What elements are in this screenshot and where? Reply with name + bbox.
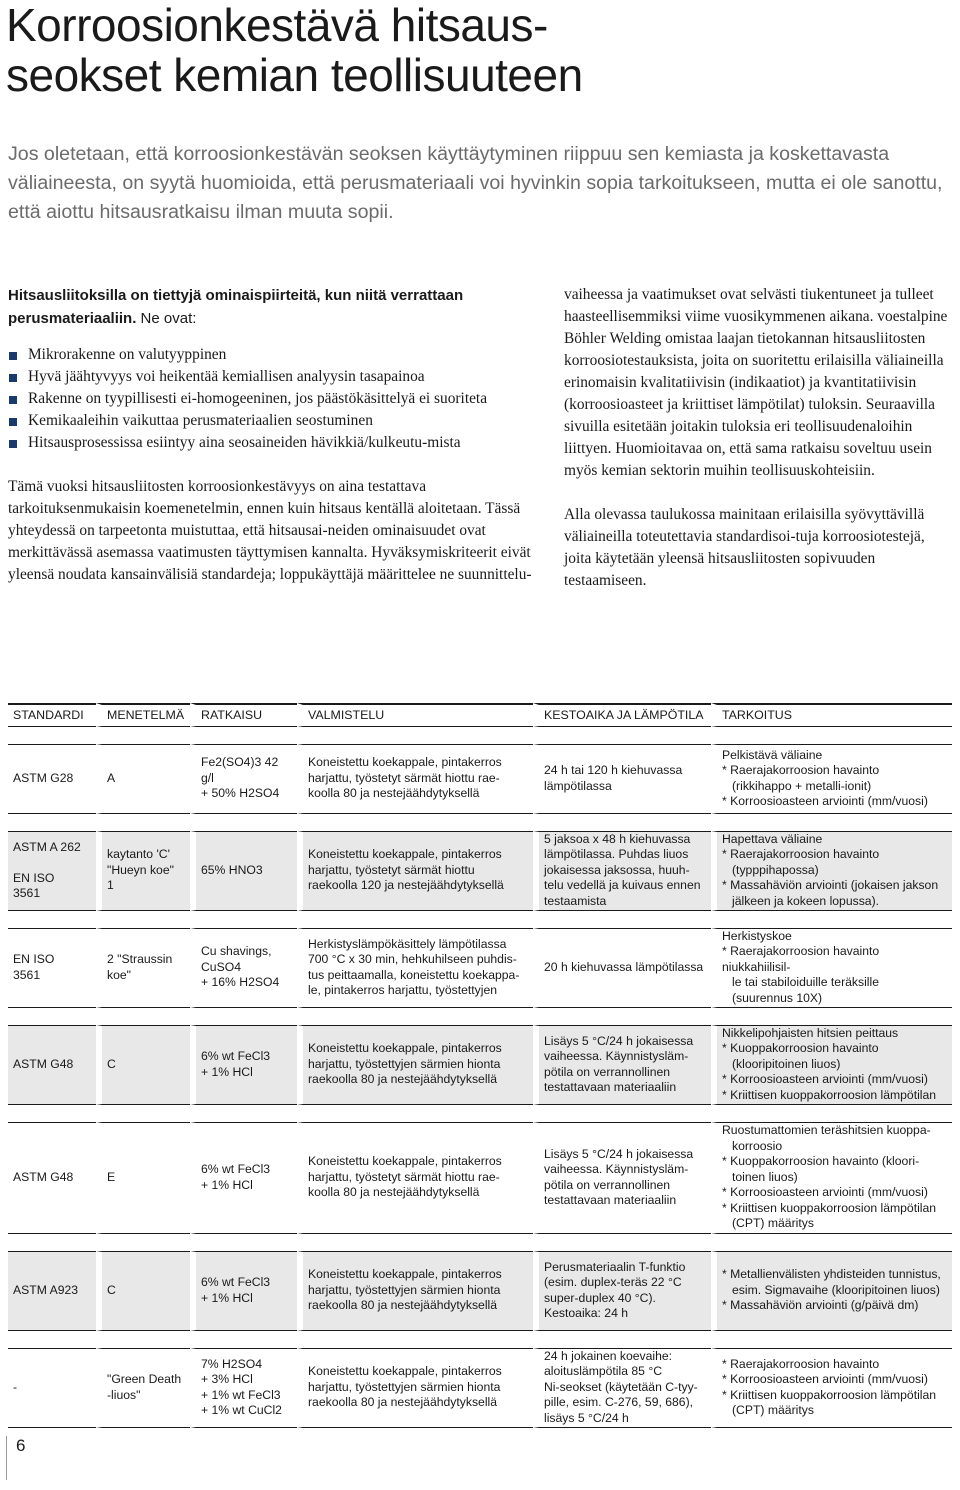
- cell-method: [96, 1348, 190, 1428]
- cell-lines: [722, 1123, 948, 1232]
- cell-method: [96, 1251, 190, 1331]
- spacer-cell: [711, 1008, 952, 1025]
- cell-lines: [201, 1357, 293, 1419]
- right-column: [564, 284, 954, 592]
- cell-line: (suurennus 10X): [732, 990, 823, 1005]
- cell-line: harjattu, työstetyt särmät hiottu: [308, 862, 475, 877]
- title-line-1: Korroosionkestävä hitsaus-: [6, 0, 548, 51]
- cell-lines: [107, 1057, 186, 1073]
- cell-lines: [308, 755, 529, 802]
- cell-solution: [190, 1251, 297, 1331]
- cell-line: 6% wt FeCl3: [201, 1162, 271, 1176]
- cell-line: testattavaan materiaaliin: [544, 1080, 677, 1094]
- bullet-item: Kemikaaleihin vaikuttaa perusmateriaalien seostuminen: [8, 410, 533, 432]
- cell-solution: [190, 744, 297, 814]
- cell-line: le tai stabiloiduille teräksille: [732, 975, 879, 990]
- left-column: [8, 284, 533, 586]
- cell-lines: [201, 1049, 293, 1080]
- cell-preparation: [297, 744, 533, 814]
- bullet-list: [8, 344, 533, 454]
- row-spacer: [8, 1105, 952, 1122]
- cell-line: * Korroosioasteen arviointi (mm/vuosi): [722, 1372, 928, 1386]
- cell-method: [96, 744, 190, 814]
- spacer-cell: [297, 727, 533, 744]
- cell-line: (CPT) määritys: [732, 1403, 814, 1417]
- cell-line: 3561: [13, 967, 41, 982]
- cell-line: * Korroosioasteen arviointi (mm/vuosi): [722, 794, 928, 808]
- cell-line: Koneistettu koekappale, pintakerros: [308, 847, 502, 862]
- cell-line: Lisäys 5 °C/24 h jokaisessa: [544, 1146, 694, 1161]
- spacer-cell: [8, 727, 96, 744]
- cell-line: C: [107, 1056, 116, 1071]
- cell-line: * Massahäviön arviointi (jokaisen jakson: [722, 878, 939, 893]
- lead-bold-text: Hitsausliitoksilla on tiettyjä ominaispiirteitä, kun niitä verrattaan perusmateriaaliin.: [8, 287, 464, 327]
- cell-lines: [201, 1162, 293, 1193]
- spacer-cell: [533, 727, 711, 744]
- title-line-2: seokset kemian teollisuuteen: [6, 49, 583, 101]
- cell-method: [96, 831, 190, 911]
- cell-line: vaiheessa. Käynnistysläm-: [544, 1049, 689, 1063]
- cell-lines: [201, 1275, 293, 1306]
- cell-line: "Hueyn koe": [107, 862, 174, 877]
- spacer-cell: [297, 1008, 533, 1025]
- cell-line: 2 "Straussin: [107, 952, 173, 966]
- cell-line: koolla 80 ja nestejäähdytyksellä: [308, 786, 480, 801]
- spacer-cell: [190, 814, 297, 831]
- cell-line: 6% wt FeCl3: [201, 1275, 271, 1289]
- cell-line: vaiheessa. Käynnistysläm-: [544, 1162, 689, 1176]
- cell-line: Kestoaika: 24 h: [544, 1306, 629, 1320]
- row-spacer: [8, 1331, 952, 1348]
- table-header-row: [8, 703, 952, 727]
- cell-line: ASTM A 262: [13, 839, 81, 854]
- row-spacer: [8, 727, 952, 744]
- cell-line: Koneistettu koekappale, pintakerros: [308, 755, 502, 770]
- cell-line: (typppihapossa): [732, 862, 819, 877]
- cell-standard: [8, 744, 96, 814]
- cell-line: EN ISO: [13, 952, 55, 966]
- cell-standard: [8, 1122, 96, 1234]
- cell-line: telu vedellä ja kuivaus ennen: [544, 878, 701, 893]
- cell-standard: [8, 1025, 96, 1105]
- right-paragraph-1: vaiheessa ja vaatimukset ovat selvästi tiukentuneet ja tulleet haasteellisemmiksi viime vuosikymmenen aikana. voestalpine Böhler Welding omistaa laajan tietokannan hitsausliitosten korroosiotestauksista, joita on suoritettu erilaisilla väliaineilla erinomaisin kvalitatiivisin (indikaatiot) ja kvantitatiivisin (korroosioasteet ja kriittiset lämpötilat) tuloksin. Seuraavilla sivuilla esitetään joitakin tuloksia eri teollisuudenaloihin liittyen. Huomioitavaa on, että sama ratkaisu soveltuu usein myös kemian sektorin muihin teollisuuskohteisiin.: [564, 286, 948, 479]
- cell-line: 3561: [13, 886, 41, 900]
- cell-lines: [107, 1283, 186, 1299]
- cell-line: + 50% H2SO4: [201, 786, 280, 801]
- page-number-rule: [6, 1436, 7, 1480]
- cell-line: harjattu, työstettyjen särmien hionta: [308, 1056, 501, 1071]
- cell-line: + 1% HCl: [201, 1064, 253, 1079]
- spacer-cell: [711, 1331, 952, 1348]
- cell-lines: [308, 1154, 529, 1201]
- table-body: [8, 727, 952, 1428]
- spacer-cell: [8, 1331, 96, 1348]
- cell-line: Herkistyskoe: [722, 928, 792, 943]
- cell-line: 5 jaksoa x 48 h kiehuvassa: [544, 831, 691, 846]
- cell-line: CuSO4: [201, 959, 241, 974]
- cell-line: le, pintakerros harjattu, työstettyjen: [308, 983, 498, 997]
- spacer-cell: [8, 1008, 96, 1025]
- cell-line: raekoolla 80 ja nestejäähdytyksellä: [308, 1298, 498, 1313]
- spacer-cell: [711, 727, 952, 744]
- header-preparation: VALMISTELU: [297, 703, 533, 727]
- table-row: [8, 744, 952, 814]
- cell-line: + 1% wt CuCl2: [201, 1403, 282, 1417]
- header-duration: KESTOAIKA JA LÄMPÖTILA: [533, 703, 711, 727]
- cell-preparation: [297, 1348, 533, 1428]
- cell-line: super-duplex 40 °C).: [544, 1290, 656, 1305]
- spacer-cell: [96, 911, 190, 928]
- cell-line: aloituslämpötila 85 °C: [544, 1364, 663, 1379]
- cell-lines: [13, 771, 92, 787]
- cell-line: Koneistettu koekappale, pintakerros: [308, 1041, 502, 1056]
- cell-lines: [308, 847, 529, 894]
- table-row: [8, 928, 952, 1008]
- spacer-cell: [711, 911, 952, 928]
- cell-standard: [8, 928, 96, 1008]
- cell-line: lisäys 5 °C/24 h: [544, 1410, 629, 1425]
- cell-lines: [308, 1041, 529, 1088]
- cell-lines: [308, 937, 529, 999]
- cell-duration: [533, 831, 711, 911]
- cell-line: ASTM G48: [13, 1169, 74, 1184]
- cell-duration: [533, 1122, 711, 1234]
- cell-lines: [13, 1380, 92, 1396]
- cell-line: Ni-seokset (käytetään C-tyy-: [544, 1379, 698, 1394]
- cell-line: 24 h jokainen koevaihe:: [544, 1348, 673, 1363]
- cell-line: -: [13, 1379, 18, 1394]
- lead-paragraph: [8, 284, 533, 330]
- cell-line: harjattu, työstetyt särmät hiottu rae-: [308, 770, 500, 785]
- table-row: [8, 1348, 952, 1428]
- cell-purpose: [711, 1348, 952, 1428]
- spacer-cell: [297, 1234, 533, 1251]
- spacer-cell: [96, 814, 190, 831]
- cell-lines: [722, 1267, 948, 1314]
- cell-line: Cu shavings,: [201, 944, 272, 959]
- spacer-cell: [8, 911, 96, 928]
- cell-duration: [533, 1251, 711, 1331]
- cell-line: toinen liuos): [732, 1169, 798, 1184]
- spacer-cell: [297, 1105, 533, 1122]
- cell-lines: [308, 1364, 529, 1411]
- cell-line: * Metallienvälisten yhdisteiden tunnistus,: [722, 1267, 941, 1282]
- cell-line: [13, 855, 92, 871]
- cell-solution: [190, 1025, 297, 1105]
- spacer-cell: [297, 814, 533, 831]
- cell-standard: [8, 1251, 96, 1331]
- cell-method: [96, 1122, 190, 1234]
- cell-line: A: [107, 770, 116, 785]
- spacer-cell: [96, 1008, 190, 1025]
- cell-line: raekoolla 120 ja nestejäähdytyksellä: [308, 878, 504, 893]
- cell-line: * Raerajakorroosion havainto niukkahiilisil-: [722, 944, 880, 974]
- spacer-cell: [190, 727, 297, 744]
- header-solution: RATKAISU: [190, 703, 297, 727]
- cell-line: Herkistyslämpökäsittely lämpötilassa: [308, 936, 507, 951]
- spacer-cell: [8, 1234, 96, 1251]
- cell-preparation: [297, 1025, 533, 1105]
- cell-lines: [13, 840, 92, 902]
- cell-lines: [107, 1372, 186, 1403]
- row-spacer: [8, 1234, 952, 1251]
- cell-line: * Raerajakorroosion havainto: [722, 847, 880, 862]
- cell-duration: [533, 1025, 711, 1105]
- cell-standard: [8, 1348, 96, 1428]
- cell-line: pötila on verrannollinen: [544, 1064, 671, 1079]
- spacer-cell: [533, 814, 711, 831]
- cell-line: (esim. duplex-teräs 22 °C: [544, 1275, 682, 1289]
- row-spacer: [8, 1008, 952, 1025]
- cell-line: 1: [107, 878, 114, 893]
- cell-line: 7% H2SO4: [201, 1356, 262, 1371]
- cell-lines: [722, 1357, 948, 1419]
- spacer-cell: [297, 1331, 533, 1348]
- cell-line: kaytanto 'C': [107, 847, 170, 862]
- spacer-cell: [96, 1234, 190, 1251]
- cell-line: testaamista: [544, 893, 607, 908]
- bullet-item: Hyvä jäähtyvyys voi heikentää kemiallisen analyysin tasapainoa: [8, 366, 533, 388]
- cell-line: + 1% HCl: [201, 1290, 253, 1305]
- row-spacer: [8, 911, 952, 928]
- cell-line: harjattu, työstettyjen särmien hionta: [308, 1379, 501, 1394]
- cell-lines: [308, 1267, 529, 1314]
- cell-purpose: [711, 744, 952, 814]
- spacer-cell: [533, 1105, 711, 1122]
- spacer-cell: [711, 1105, 952, 1122]
- cell-preparation: [297, 1122, 533, 1234]
- cell-line: harjattu, työstetyt särmät hiottu rae-: [308, 1169, 500, 1184]
- cell-purpose: [711, 928, 952, 1008]
- cell-line: Lisäys 5 °C/24 h jokaisessa: [544, 1033, 694, 1048]
- header-purpose: TARKOITUS: [711, 703, 952, 727]
- cell-line: + 1% HCl: [201, 1177, 253, 1192]
- corrosion-test-table: [8, 703, 952, 1428]
- page-title: [6, 0, 583, 100]
- spacer-cell: [297, 911, 533, 928]
- cell-lines: [722, 832, 948, 910]
- cell-lines: [107, 771, 186, 787]
- cell-line: 700 °C x 30 min, hehkuhilseen puhdis-: [308, 952, 517, 966]
- cell-line: ASTM G28: [13, 770, 74, 785]
- bullet-item: Hitsausprosessissa esiintyy aina seosaineiden hävikkiä/kulkeutu-mista: [8, 432, 533, 454]
- spacer-cell: [190, 1331, 297, 1348]
- cell-purpose: [711, 1025, 952, 1105]
- cell-duration: [533, 928, 711, 1008]
- cell-line: + 3% HCl: [201, 1372, 253, 1386]
- cell-line: ASTM G48: [13, 1056, 74, 1071]
- cell-line: Nikkelipohjaisten hitsien peittaus: [722, 1025, 899, 1040]
- spacer-cell: [711, 1234, 952, 1251]
- cell-lines: [201, 944, 293, 991]
- cell-lines: [544, 1349, 707, 1427]
- spacer-cell: [96, 1331, 190, 1348]
- cell-line: 24 h tai 120 h kiehuvassa: [544, 763, 683, 777]
- cell-duration: [533, 744, 711, 814]
- cell-line: * Kriittisen kuoppakorroosion lämpötilan: [722, 1387, 937, 1402]
- left-paragraph: Tämä vuoksi hitsausliitosten korroosionkestävyys on aina testattava tarkoituksenmukaisin koemenetelmin, ennen kuin hitsaus kentällä aloitetaan. Tässä yhteydessä on tarpeetonta muistuttaa, että hitsausai-neiden ominaisuudet ovat merkittävässä asemassa vaatimusten täyttymisen kannalta. Hyväksymiskriteerit eivät yleensä noudata kansainvälisiä standardeja; loppukäyttäjä määrittelee ne suunnittelu-: [8, 478, 532, 583]
- cell-preparation: [297, 1251, 533, 1331]
- table-row: [8, 1251, 952, 1331]
- cell-preparation: [297, 831, 533, 911]
- cell-line: pötila on verrannollinen: [544, 1177, 671, 1192]
- cell-line: * Korroosioasteen arviointi (mm/vuosi): [722, 1185, 928, 1200]
- spacer-cell: [8, 814, 96, 831]
- cell-line: 6% wt FeCl3: [201, 1049, 271, 1063]
- cell-lines: [722, 748, 948, 810]
- cell-lines: [201, 755, 293, 802]
- cell-line: tus peittaamalla, koneistettu koekappa-: [308, 967, 520, 982]
- cell-line: testattavaan materiaaliin: [544, 1193, 677, 1207]
- cell-method: [96, 928, 190, 1008]
- cell-line: koolla 80 ja nestejäähdytyksellä: [308, 1185, 480, 1200]
- cell-standard: [8, 831, 96, 911]
- spacer-cell: [533, 1008, 711, 1025]
- cell-lines: [544, 1147, 707, 1209]
- cell-line: EN ISO: [13, 870, 55, 885]
- cell-lines: [544, 960, 707, 976]
- spacer-cell: [190, 1234, 297, 1251]
- cell-lines: [13, 952, 92, 983]
- cell-lines: [544, 1260, 707, 1322]
- intro-paragraph: Jos oletetaan, että korroosionkestävän seoksen käyttäytyminen riippuu sen kemiasta ja koskettavasta väliaineesta, on syytä huomioida, että perusmateriaali voi hyvinkin sopia tarkoitukseen, mutta ei ole sanottu, että aiottu hitsausratkaisu ilman muuta sopii.: [8, 143, 943, 223]
- cell-line: jälkeen ja kokeen lopussa).: [732, 893, 880, 908]
- table-row: [8, 831, 952, 911]
- spacer-cell: [190, 1008, 297, 1025]
- spacer-cell: [533, 1331, 711, 1348]
- cell-purpose: [711, 1122, 952, 1234]
- cell-line: lämpötilassa. Puhdas liuos: [544, 847, 689, 862]
- cell-line: * Kriittisen kuoppakorroosion lämpötilan: [722, 1087, 937, 1102]
- cell-line: + 16% H2SO4: [201, 975, 280, 990]
- header-standard: STANDARDI: [8, 703, 96, 727]
- cell-line: * Kuoppakorroosion havainto (kloori-: [722, 1154, 920, 1169]
- cell-lines: [544, 763, 707, 794]
- cell-solution: [190, 1348, 297, 1428]
- cell-lines: [544, 832, 707, 910]
- cell-line: harjattu, työstettyjen särmien hionta: [308, 1282, 501, 1297]
- cell-lines: [13, 1283, 92, 1299]
- cell-line: C: [107, 1282, 116, 1297]
- bullet-item: Rakenne on tyypillisesti ei-homogeeninen, jos päästökäsittelyä ei suoriteta: [8, 388, 533, 410]
- cell-lines: [544, 1034, 707, 1096]
- table-row: [8, 1122, 952, 1234]
- cell-line: (klooripitoinen liuos): [732, 1056, 841, 1071]
- cell-lines: [13, 1057, 92, 1073]
- cell-line: (rikkihappo + metalli-ionit): [732, 778, 872, 793]
- row-spacer: [8, 814, 952, 831]
- cell-line: * Massahäviön arviointi (g/päivä dm): [722, 1298, 919, 1313]
- cell-line: lämpötilassa: [544, 778, 612, 793]
- cell-line: + 1% wt FeCl3: [201, 1387, 281, 1402]
- cell-solution: [190, 831, 297, 911]
- cell-solution: [190, 1122, 297, 1234]
- lead-normal-text: Ne ovat:: [136, 310, 197, 327]
- cell-line: * Korroosioasteen arviointi (mm/vuosi): [722, 1072, 928, 1087]
- cell-purpose: [711, 1251, 952, 1331]
- spacer-cell: [190, 1105, 297, 1122]
- cell-lines: [107, 847, 186, 894]
- cell-line: jokaisessa jaksossa, huuh-: [544, 862, 690, 877]
- cell-line: * Raerajakorroosion havainto: [722, 763, 880, 777]
- cell-line: * Kriittisen kuoppakorroosion lämpötilan: [722, 1200, 937, 1215]
- spacer-cell: [8, 1105, 96, 1122]
- right-paragraph-2: Alla olevassa taulukossa mainitaan erilaisilla syövyttävillä väliaineilla toteutettavia standardisoi-tuja korroosiotestejä, joita käytetään yleensä hitsausliitosten sopivuuden testaamiseen.: [564, 506, 925, 589]
- cell-line: esim. Sigmavaihe (klooripitoinen liuos): [732, 1282, 940, 1297]
- cell-duration: [533, 1348, 711, 1428]
- cell-line: Hapettava väliaine: [722, 831, 823, 846]
- spacer-cell: [533, 911, 711, 928]
- header-method: MENETELMÄ: [96, 703, 190, 727]
- cell-line: "Green Death: [107, 1372, 182, 1386]
- cell-line: pille, esim. C-276, 59, 686),: [544, 1395, 694, 1410]
- cell-line: Perusmateriaalin T-funktio: [544, 1259, 686, 1274]
- cell-line: ASTM A923: [13, 1282, 79, 1297]
- table-row: [8, 1025, 952, 1105]
- cell-line: Koneistettu koekappale, pintakerros: [308, 1267, 502, 1282]
- cell-line: Koneistettu koekappale, pintakerros: [308, 1154, 502, 1169]
- cell-purpose: [711, 831, 952, 911]
- spacer-cell: [711, 814, 952, 831]
- spacer-cell: [533, 1234, 711, 1251]
- cell-lines: [722, 1026, 948, 1104]
- cell-line: (CPT) määritys: [732, 1216, 814, 1231]
- cell-line: 65% HNO3: [201, 862, 263, 877]
- page-number: 6: [16, 1436, 26, 1455]
- cell-line: 20 h kiehuvassa lämpötilassa: [544, 959, 704, 974]
- cell-line: Fe2(SO4)3 42 g/l: [201, 755, 279, 785]
- cell-solution: [190, 928, 297, 1008]
- spacer-cell: [96, 727, 190, 744]
- spacer-cell: [96, 1105, 190, 1122]
- cell-line: E: [107, 1169, 116, 1184]
- cell-method: [96, 1025, 190, 1105]
- cell-lines: [201, 863, 293, 879]
- cell-line: raekoolla 80 ja nestejäähdytyksellä: [308, 1395, 498, 1410]
- cell-line: korroosio: [732, 1138, 783, 1153]
- cell-lines: [722, 929, 948, 1007]
- cell-line: Pelkistävä väliaine: [722, 747, 823, 762]
- cell-line: Koneistettu koekappale, pintakerros: [308, 1364, 502, 1379]
- cell-lines: [13, 1170, 92, 1186]
- cell-line: Ruostumattomien teräshitsien kuoppa-: [722, 1123, 931, 1138]
- cell-line: raekoolla 80 ja nestejäähdytyksellä: [308, 1072, 498, 1087]
- cell-line: -liuos": [107, 1387, 141, 1402]
- cell-line: koe": [107, 967, 131, 982]
- cell-line: * Raerajakorroosion havainto: [722, 1356, 880, 1371]
- bullet-item: Mikrorakenne on valutyyppinen: [8, 344, 533, 366]
- cell-lines: [107, 952, 186, 983]
- cell-preparation: [297, 928, 533, 1008]
- cell-lines: [107, 1170, 186, 1186]
- spacer-cell: [190, 911, 297, 928]
- cell-line: * Kuoppakorroosion havainto: [722, 1041, 879, 1056]
